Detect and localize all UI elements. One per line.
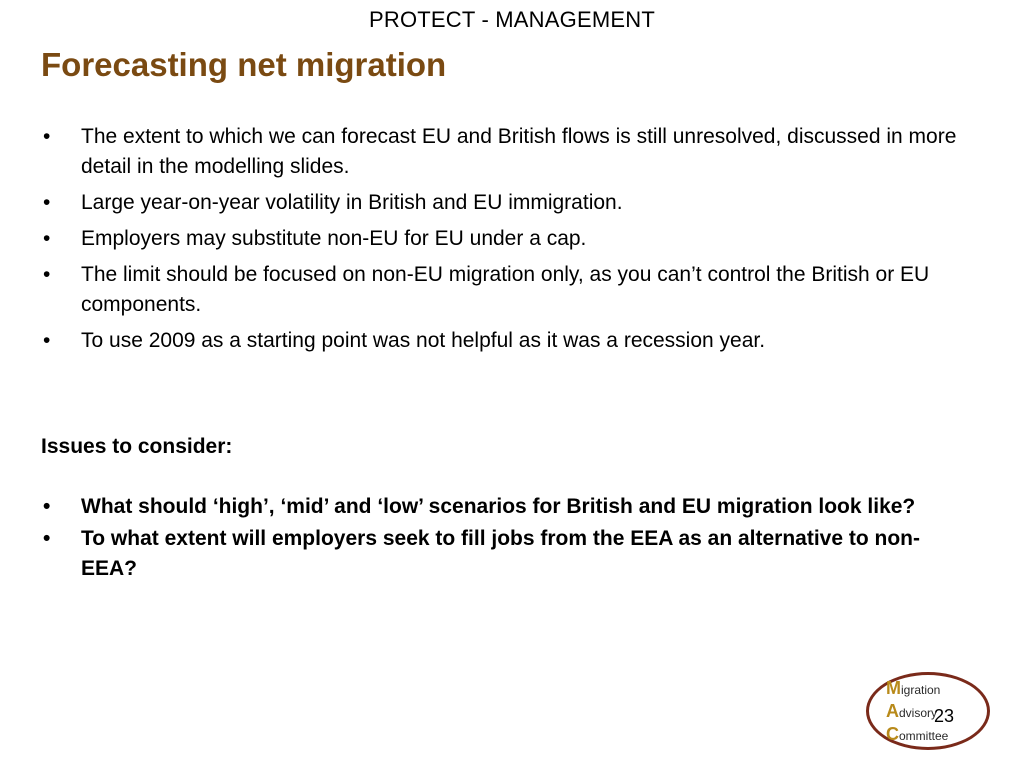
bullet-dot-icon: • [43,125,51,148]
bullet-dot-icon: • [43,263,51,286]
bullet-dot-icon: • [43,227,51,250]
classification-label: PROTECT - MANAGEMENT [369,7,655,32]
issues-heading: Issues to consider: [41,435,233,458]
bullet-item [41,260,991,320]
mac-logo [866,672,990,750]
bullet-text: The limit should be focused on non-EU migration only, as you can’t control the British or EU components. [81,263,930,316]
bullet-text: Employers may substitute non-EU for EU under a cap. [81,227,587,250]
bullet-dot-icon: • [43,527,51,550]
bullet-text: The extent to which we can forecast EU and British flows is still unresolved, discussed in more detail in the modelling slides. [81,125,957,178]
page-number: 23 [934,706,955,726]
logo-initial-c: C [886,724,899,744]
logo-word-advisory: dvisory [899,706,938,720]
logo-line-migration [886,678,948,701]
logo-word-committee: ommittee [899,729,949,743]
issues-bullet-list [41,492,941,586]
bullet-item [41,224,991,254]
bullet-dot-icon: • [43,495,51,518]
bullet-text: Large year-on-year volatility in British and EU immigration. [81,191,623,214]
bullet-dot-icon: • [43,329,51,352]
bullet-item [41,188,991,218]
slide-title: Forecasting net migration [41,46,447,83]
issue-text: To what extent will employers seek to fill jobs from the EEA as an alternative to non-EEA? [81,527,921,580]
logo-initial-m: M [886,678,901,698]
bullet-dot-icon: • [43,191,51,214]
issue-item [41,524,941,584]
main-bullet-list [41,122,991,362]
issue-text: What should ‘high’, ‘mid’ and ‘low’ scenarios for British and EU migration look like? [81,495,916,518]
issue-item [41,492,941,522]
logo-line-committee [886,724,948,747]
logo-word-migration: igration [901,683,941,697]
bullet-text: To use 2009 as a starting point was not helpful as it was a recession year. [81,329,766,352]
logo-initial-a: A [886,701,899,721]
bullet-item [41,326,991,356]
bullet-item [41,122,991,182]
